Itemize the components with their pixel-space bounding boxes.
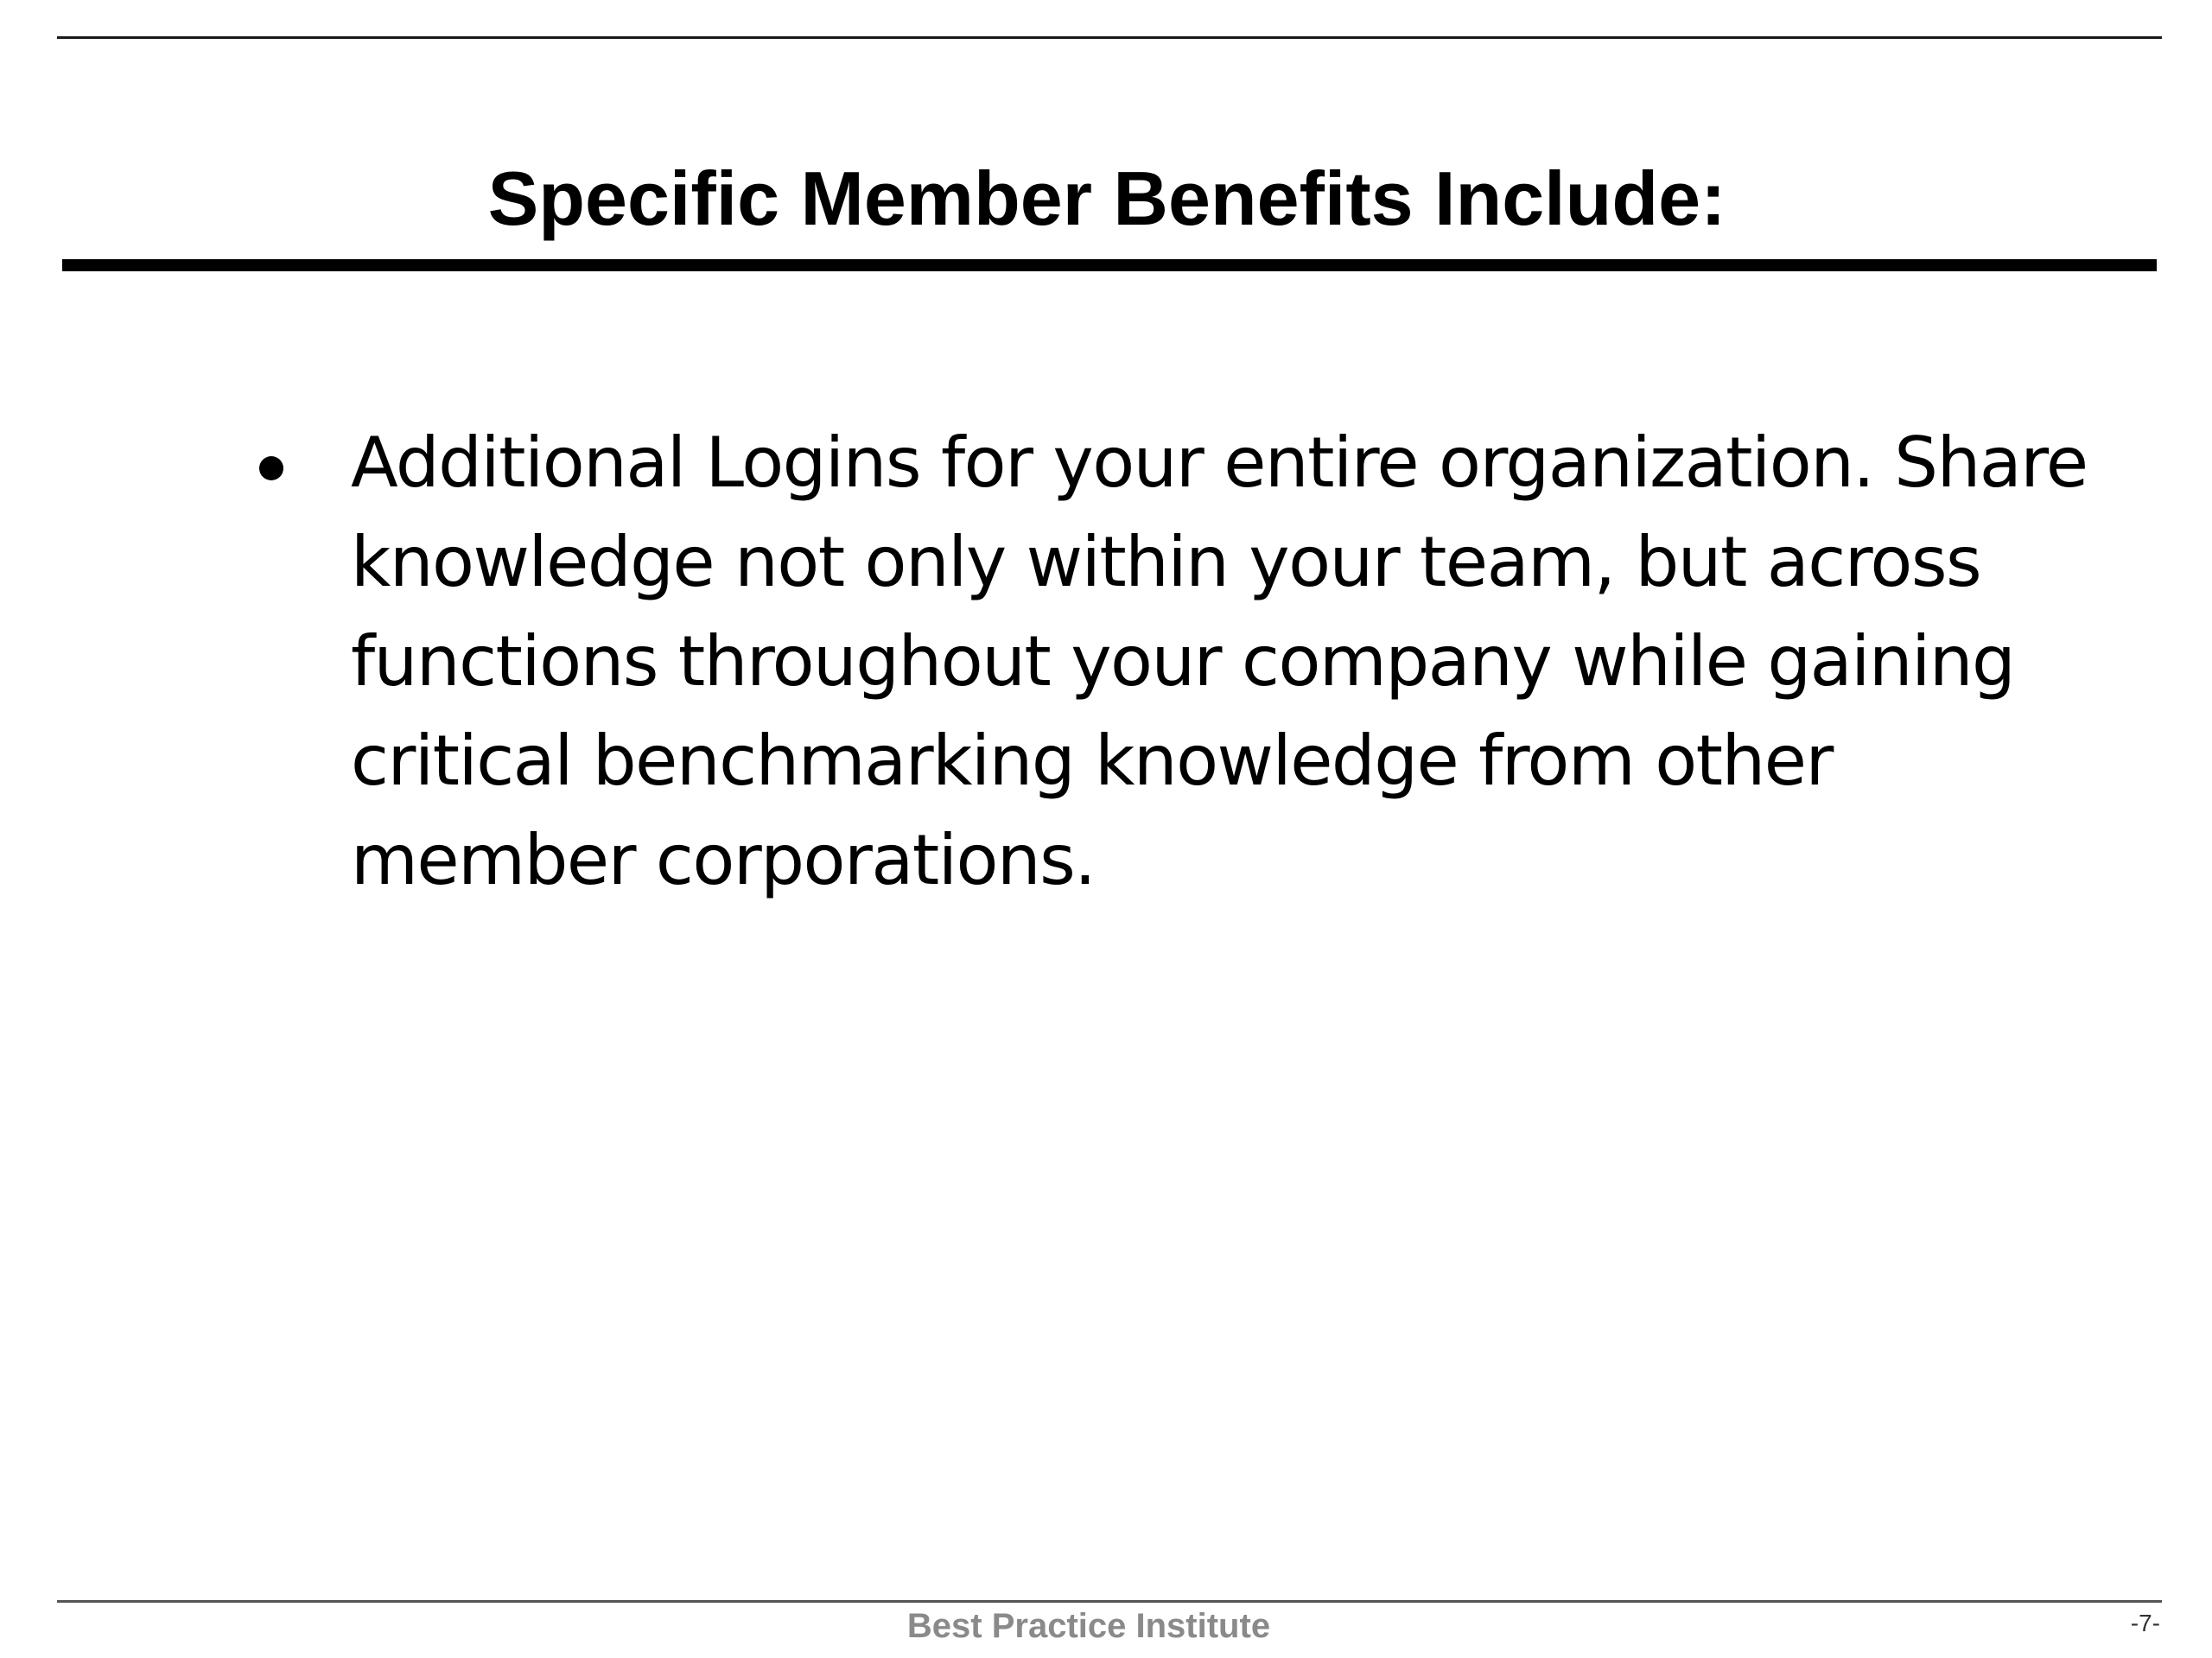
slide-title: Specific Member Benefits Include: [487,156,1726,241]
title-underline [62,259,2157,271]
bullet-line: knowledge not only within your team, but across [351,522,1981,602]
bullet-item [251,413,2160,910]
bullet-line: critical benchmarking knowledge from other [351,721,1833,801]
footer-organization: Best Practice Institute [906,1607,1271,1645]
bullet-line: functions throughout your company while gaining [351,621,2015,702]
bullet-list [251,413,2160,910]
page-number: -7- [2130,1610,2160,1636]
footer-divider [57,1600,2162,1603]
bullet-line: Additional Logins for your entire organization. Share [351,422,2088,503]
top-divider [57,36,2162,39]
bullet-line: member corporations. [351,820,1096,900]
bullet-icon [259,456,283,480]
